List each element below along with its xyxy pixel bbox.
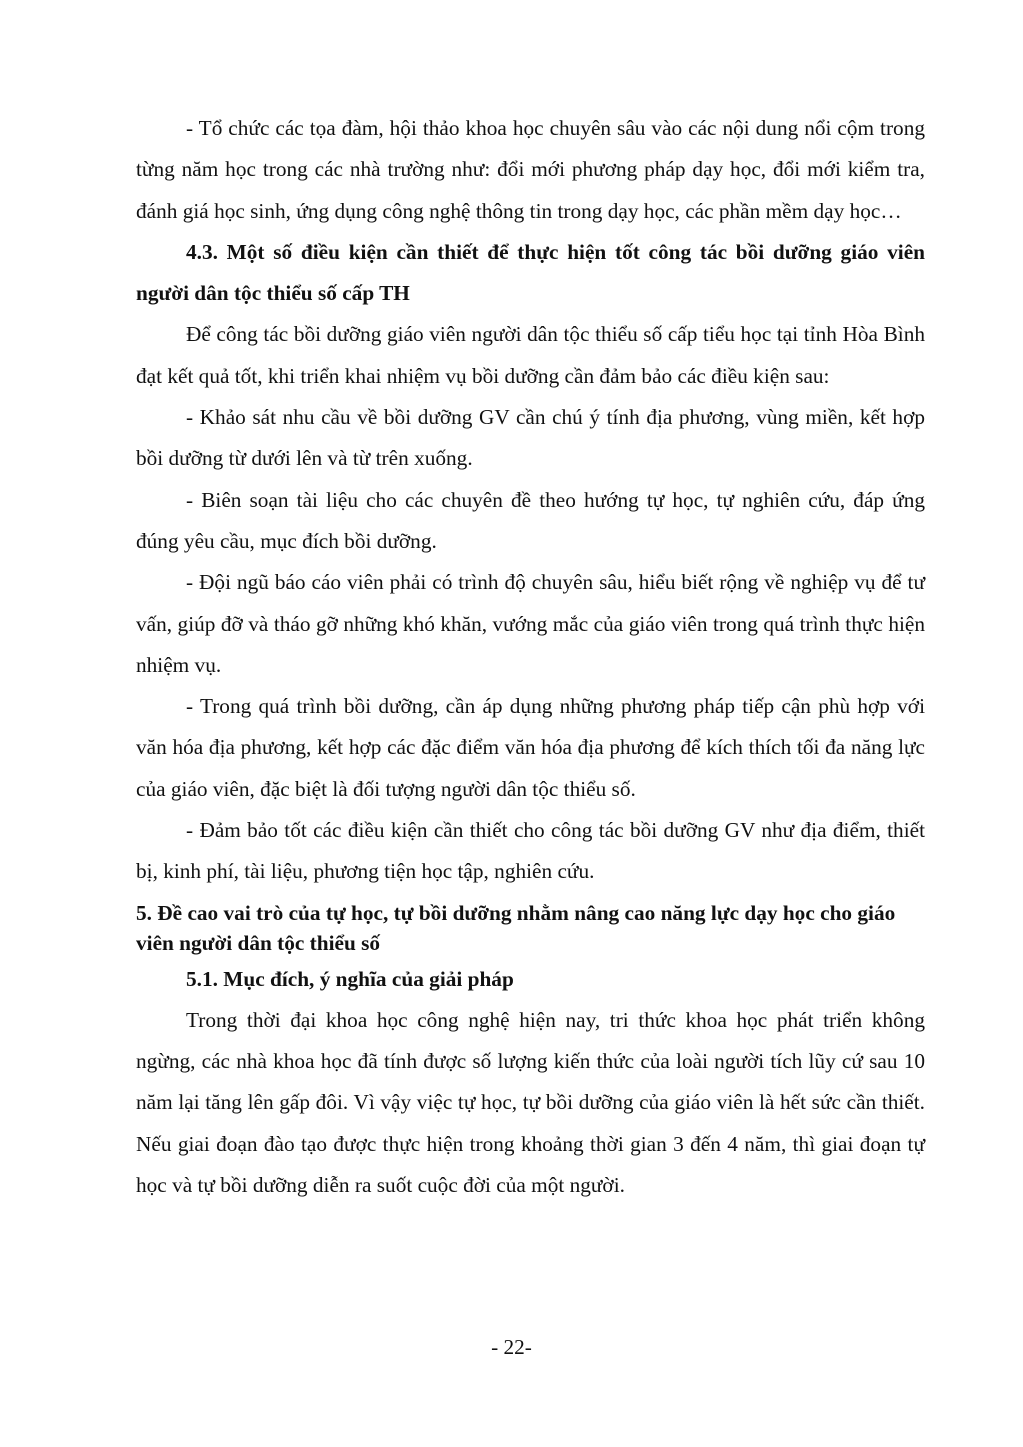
paragraph-compile-materials: - Biên soạn tài liệu cho các chuyên đề theo hướng tự học, tự nghiên cứu, đáp ứng đúng yêu cầu, mục đích bồi dưỡng. [136, 487, 925, 553]
paragraph-approach-methods: - Trong quá trình bồi dưỡng, cần áp dụng những phương pháp tiếp cận phù hợp với văn hóa địa phương, kết hợp các đặc điểm văn hóa địa phương để kích thích tối đa năng lực của giáo viên, đặc biệt là đối tượng người dân tộc thiểu số. [136, 694, 925, 801]
heading-5-1: 5.1. Mục đích, ý nghĩa của giải pháp [186, 966, 514, 991]
paragraph-self-study: Trong thời đại khoa học công nghệ hiện nay, tri thức khoa học phát triển không ngừng, các nhà khoa học đã tính được số lượng kiến thức của loài người tích lũy cứ sau 10 năm lại tăng lên gấp đôi. Vì vậy việc tự học, tự bồi dưỡng của giáo viên là hết sức cần thiết. Nếu giai đoạn đào tạo được thực hiện trong khoảng thời gian 3 đến 4 năm, thì giai đoạn tự học và tự bồi dưỡng diễn ra suốt cuộc đời của một người. [136, 1007, 925, 1197]
paragraph-reporters: - Đội ngũ báo cáo viên phải có trình độ chuyên sâu, hiểu biết rộng về nghiệp vụ để tư vấn, giúp đỡ và tháo gỡ những khó khăn, vướng mắc của giáo viên trong quá trình thực hiện nhiệm vụ. [136, 570, 925, 677]
paragraph-conditions-intro: Để công tác bồi dưỡng giáo viên người dân tộc thiểu số cấp tiểu học tại tỉnh Hòa Bình đạt kết quả tốt, khi triển khai nhiệm vụ bồi dưỡng cần đảm bảo các điều kiện sau: [136, 322, 925, 388]
document-page [136, 108, 925, 1206]
heading-5: 5. Đề cao vai trò của tự học, tự bồi dưỡng nhằm nâng cao năng lực dạy học cho giáo viên người dân tộc thiểu số [136, 900, 896, 956]
paragraph-survey-needs: - Khảo sát nhu cầu về bồi dưỡng GV cần chú ý tính địa phương, vùng miền, kết hợp bồi dưỡng từ dưới lên và từ trên xuống. [136, 405, 925, 471]
heading-4-3: 4.3. Một số điều kiện cần thiết để thực hiện tốt công tác bồi dưỡng giáo viên người dân tộc thiểu số cấp TH [136, 239, 925, 306]
paragraph-ensure-conditions: - Đảm bảo tốt các điều kiện cần thiết cho công tác bồi dưỡng GV như địa điểm, thiết bị, kinh phí, tài liệu, phương tiện học tập, nghiên cứu. [136, 818, 925, 884]
page-number: - 22- [491, 1335, 532, 1359]
paragraph-seminars: - Tổ chức các tọa đàm, hội thảo khoa học chuyên sâu vào các nội dung nổi cộm trong từng năm học trong các nhà trường như: đổi mới phương pháp dạy học, đổi mới kiểm tra, đánh giá học sinh, ứng dụng công nghệ thông tin trong dạy học, các phần mềm dạy học… [136, 116, 925, 223]
